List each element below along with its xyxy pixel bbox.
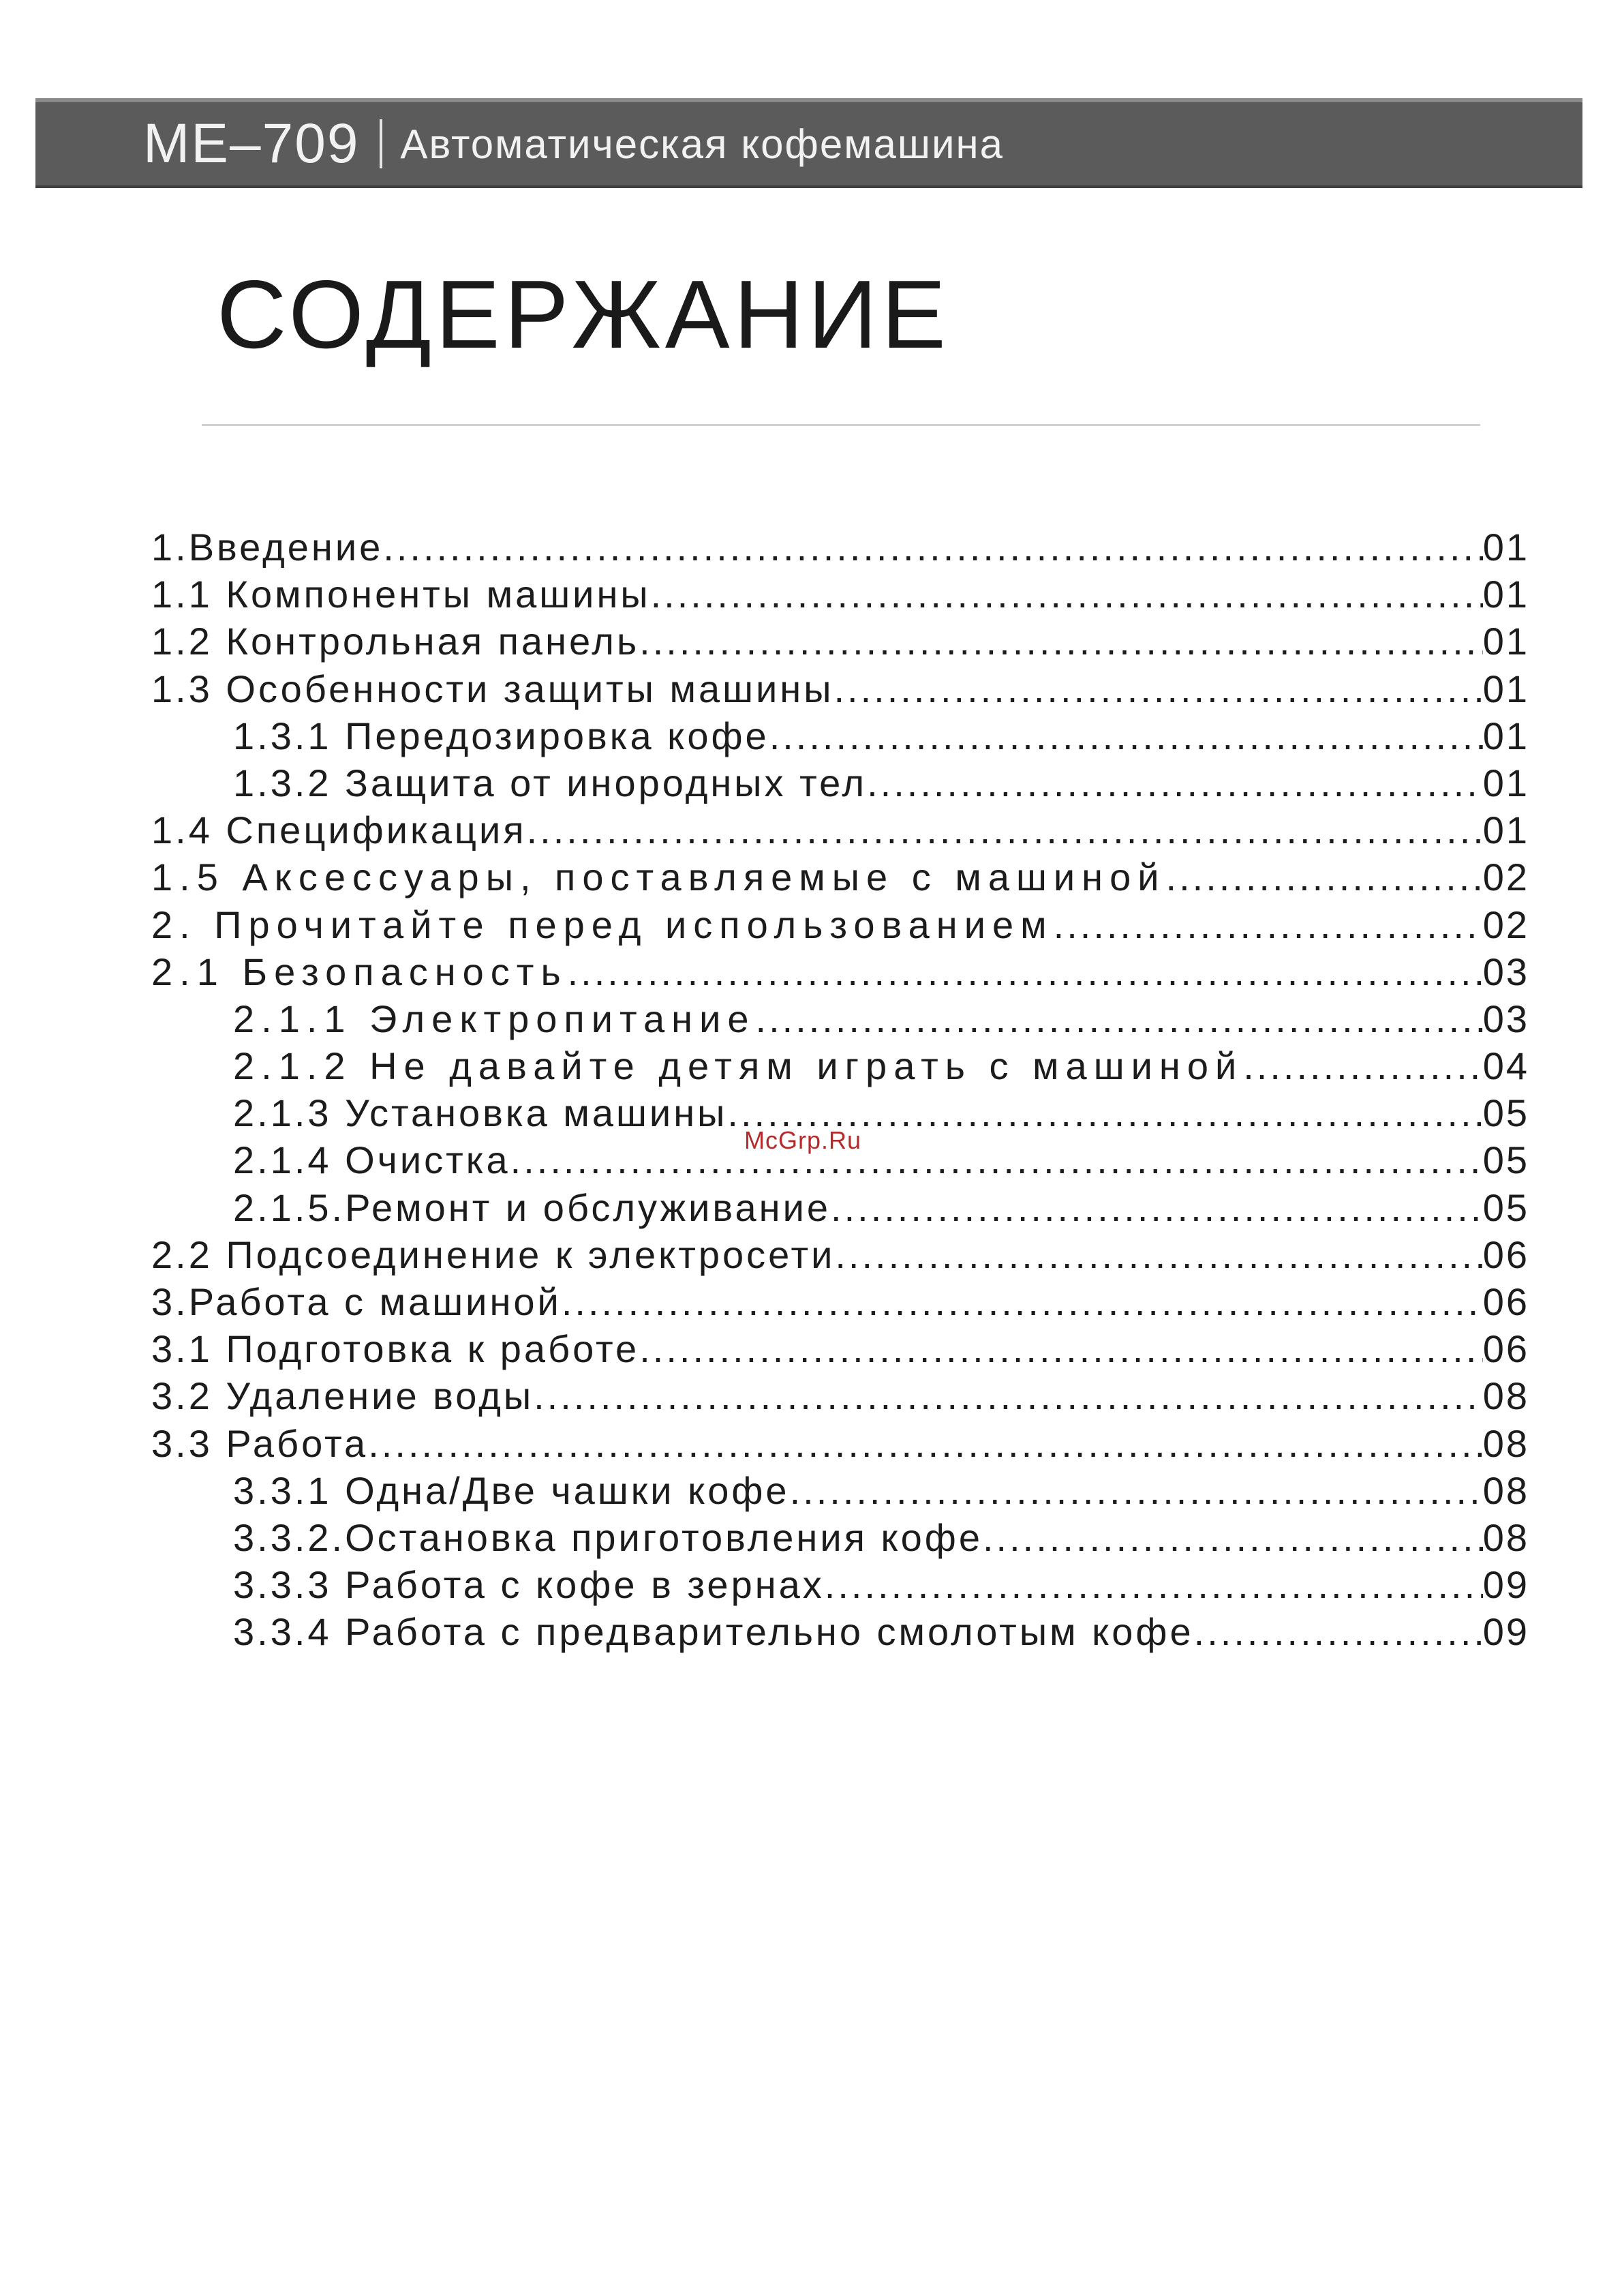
toc-dot-leader [867,761,1483,805]
toc-entry-label: 3.Работа с машиной [151,1280,562,1323]
toc-entry-page: 05 [1482,1091,1529,1135]
toc-entry-page: 01 [1482,620,1529,663]
toc-entry-page: 01 [1482,573,1529,616]
toc-entry-label: 3.2 Удаление воды [151,1374,534,1418]
toc-entry-label: 3.3.1 Одна/Две чашки кофе [233,1468,790,1512]
toc-entry-page: 06 [1482,1327,1529,1371]
toc-entry-page: 05 [1482,1138,1529,1182]
toc-entry-label: 1.4 Спецификация [151,809,527,852]
header-bar [35,98,1582,188]
toc-entry-label: 1.1 Компоненты машины [151,573,651,616]
header-divider [380,119,382,168]
toc-entry-page: 01 [1482,809,1529,852]
toc-entry-label: 2.1.4 Очистка [233,1138,510,1182]
toc-entry[interactable] [151,1610,1529,1657]
toc-entry[interactable] [151,667,1529,714]
toc-dot-leader [1194,1610,1483,1654]
toc-entry[interactable] [151,1421,1529,1468]
toc-entry-label: 2.2 Подсоединение к электросети [151,1233,836,1276]
toc-dot-leader [534,1374,1483,1418]
toc-entry-label: 3.3.2.Остановка приготовления кофе [233,1515,983,1559]
toc-entry-page: 08 [1482,1421,1529,1465]
toc-entry[interactable] [151,997,1529,1044]
toc-dot-leader [1054,903,1483,947]
toc-entry[interactable] [151,903,1529,950]
toc-entry[interactable] [151,619,1529,666]
toc-entry-label: 2.1.3 Установка машины [233,1091,728,1135]
toc-entry-page: 05 [1482,1185,1529,1229]
toc-entry-page: 01 [1482,526,1529,569]
toc-entry-page: 01 [1482,667,1529,710]
toc-entry-label: 1.3.2 Защита от инородных тел [233,761,868,804]
toc-dot-leader [368,1421,1483,1466]
toc-entry-page: 03 [1482,997,1529,1040]
toc-entry-page: 06 [1482,1280,1529,1323]
toc-entry[interactable] [151,714,1529,761]
toc-entry-label: 1.3 Особенности защиты машины [151,667,834,710]
toc-entry-page: 09 [1482,1610,1529,1654]
toc-entry-label: 3.3 Работа [151,1421,369,1465]
toc-entry[interactable] [151,950,1529,997]
toc-entry[interactable] [151,1515,1529,1562]
toc-entry-label: 2.1.1 Электропитание [233,997,756,1040]
header-model: ME–709 [143,112,360,175]
toc-entry-page: 08 [1482,1374,1529,1418]
toc-entry-page: 01 [1482,761,1529,804]
header-subtitle: Автоматическая кофемашина [400,121,1004,167]
toc-dot-leader [833,667,1482,711]
toc-entry-label: 3.1 Подготовка к работе [151,1327,640,1371]
toc-dot-leader [568,950,1483,994]
toc-entry-page: 09 [1482,1563,1529,1607]
toc-entry[interactable] [151,1468,1529,1515]
toc-dot-leader [1243,1044,1482,1088]
toc-dot-leader [1166,855,1483,899]
toc-entry-label: 3.3.4 Работа с предварительно смолотым кофе [233,1610,1194,1654]
toc-entry[interactable] [151,525,1529,572]
toc-entry[interactable] [151,1233,1529,1280]
toc-entry[interactable] [151,1374,1529,1421]
toc-entry-label: 2.1 Безопасность [151,950,568,993]
toc-dot-leader [383,525,1482,569]
toc-dot-leader [825,1562,1483,1607]
page-title: СОДЕРЖАНИЕ [217,260,950,369]
toc-entry[interactable] [151,1280,1529,1327]
toc-entry[interactable] [151,572,1529,619]
toc-entry-label: 2. Прочитайте перед использованием [151,903,1054,946]
toc-entry-page: 01 [1482,714,1529,757]
toc-entry-label: 3.3.3 Работа с кофе в зернах [233,1563,825,1607]
toc-entry[interactable] [151,855,1529,902]
toc-entry-label: 2.1.5.Ремонт и обслуживание [233,1185,831,1229]
watermark: McGrp.Ru [744,1126,862,1154]
toc-dot-leader [527,808,1483,852]
toc-entry[interactable] [151,1562,1529,1610]
toc-dot-leader [769,714,1483,758]
toc-entry-label: 2.1.2 Не давайте детям играть с машиной [233,1044,1244,1088]
toc-dot-leader [756,997,1483,1041]
toc-dot-leader [983,1515,1483,1560]
toc-entry-label: 1.2 Контрольная панель [151,620,640,663]
toc-dot-leader [562,1280,1483,1324]
toc-dot-leader [639,619,1483,663]
toc-dot-leader [510,1138,1483,1182]
toc-entry-page: 03 [1482,950,1529,993]
toc-entry-label: 1.5 Аксессуары, поставляемые с машиной [151,856,1166,899]
toc-entry-label: 1.Введение [151,526,384,569]
toc-entry[interactable] [151,808,1529,855]
toc-entry[interactable] [151,1044,1529,1091]
title-divider [202,424,1480,426]
toc-entry-page: 06 [1482,1233,1529,1276]
toc-entry-page: 04 [1482,1044,1529,1088]
toc-entry[interactable] [151,761,1529,808]
toc-entry-page: 02 [1482,903,1529,946]
toc-dot-leader [831,1185,1483,1230]
toc-dot-leader [651,572,1483,616]
toc-entry-page: 08 [1482,1515,1529,1559]
toc-entry-label: 1.3.1 Передозировка кофе [233,714,769,757]
table-of-contents [151,525,1529,1657]
toc-entry-page: 08 [1482,1468,1529,1512]
toc-dot-leader [835,1233,1482,1277]
toc-entry-page: 02 [1482,856,1529,899]
toc-entry[interactable] [151,1327,1529,1374]
toc-entry[interactable] [151,1185,1529,1233]
toc-dot-leader [639,1327,1483,1371]
toc-dot-leader [790,1468,1483,1513]
